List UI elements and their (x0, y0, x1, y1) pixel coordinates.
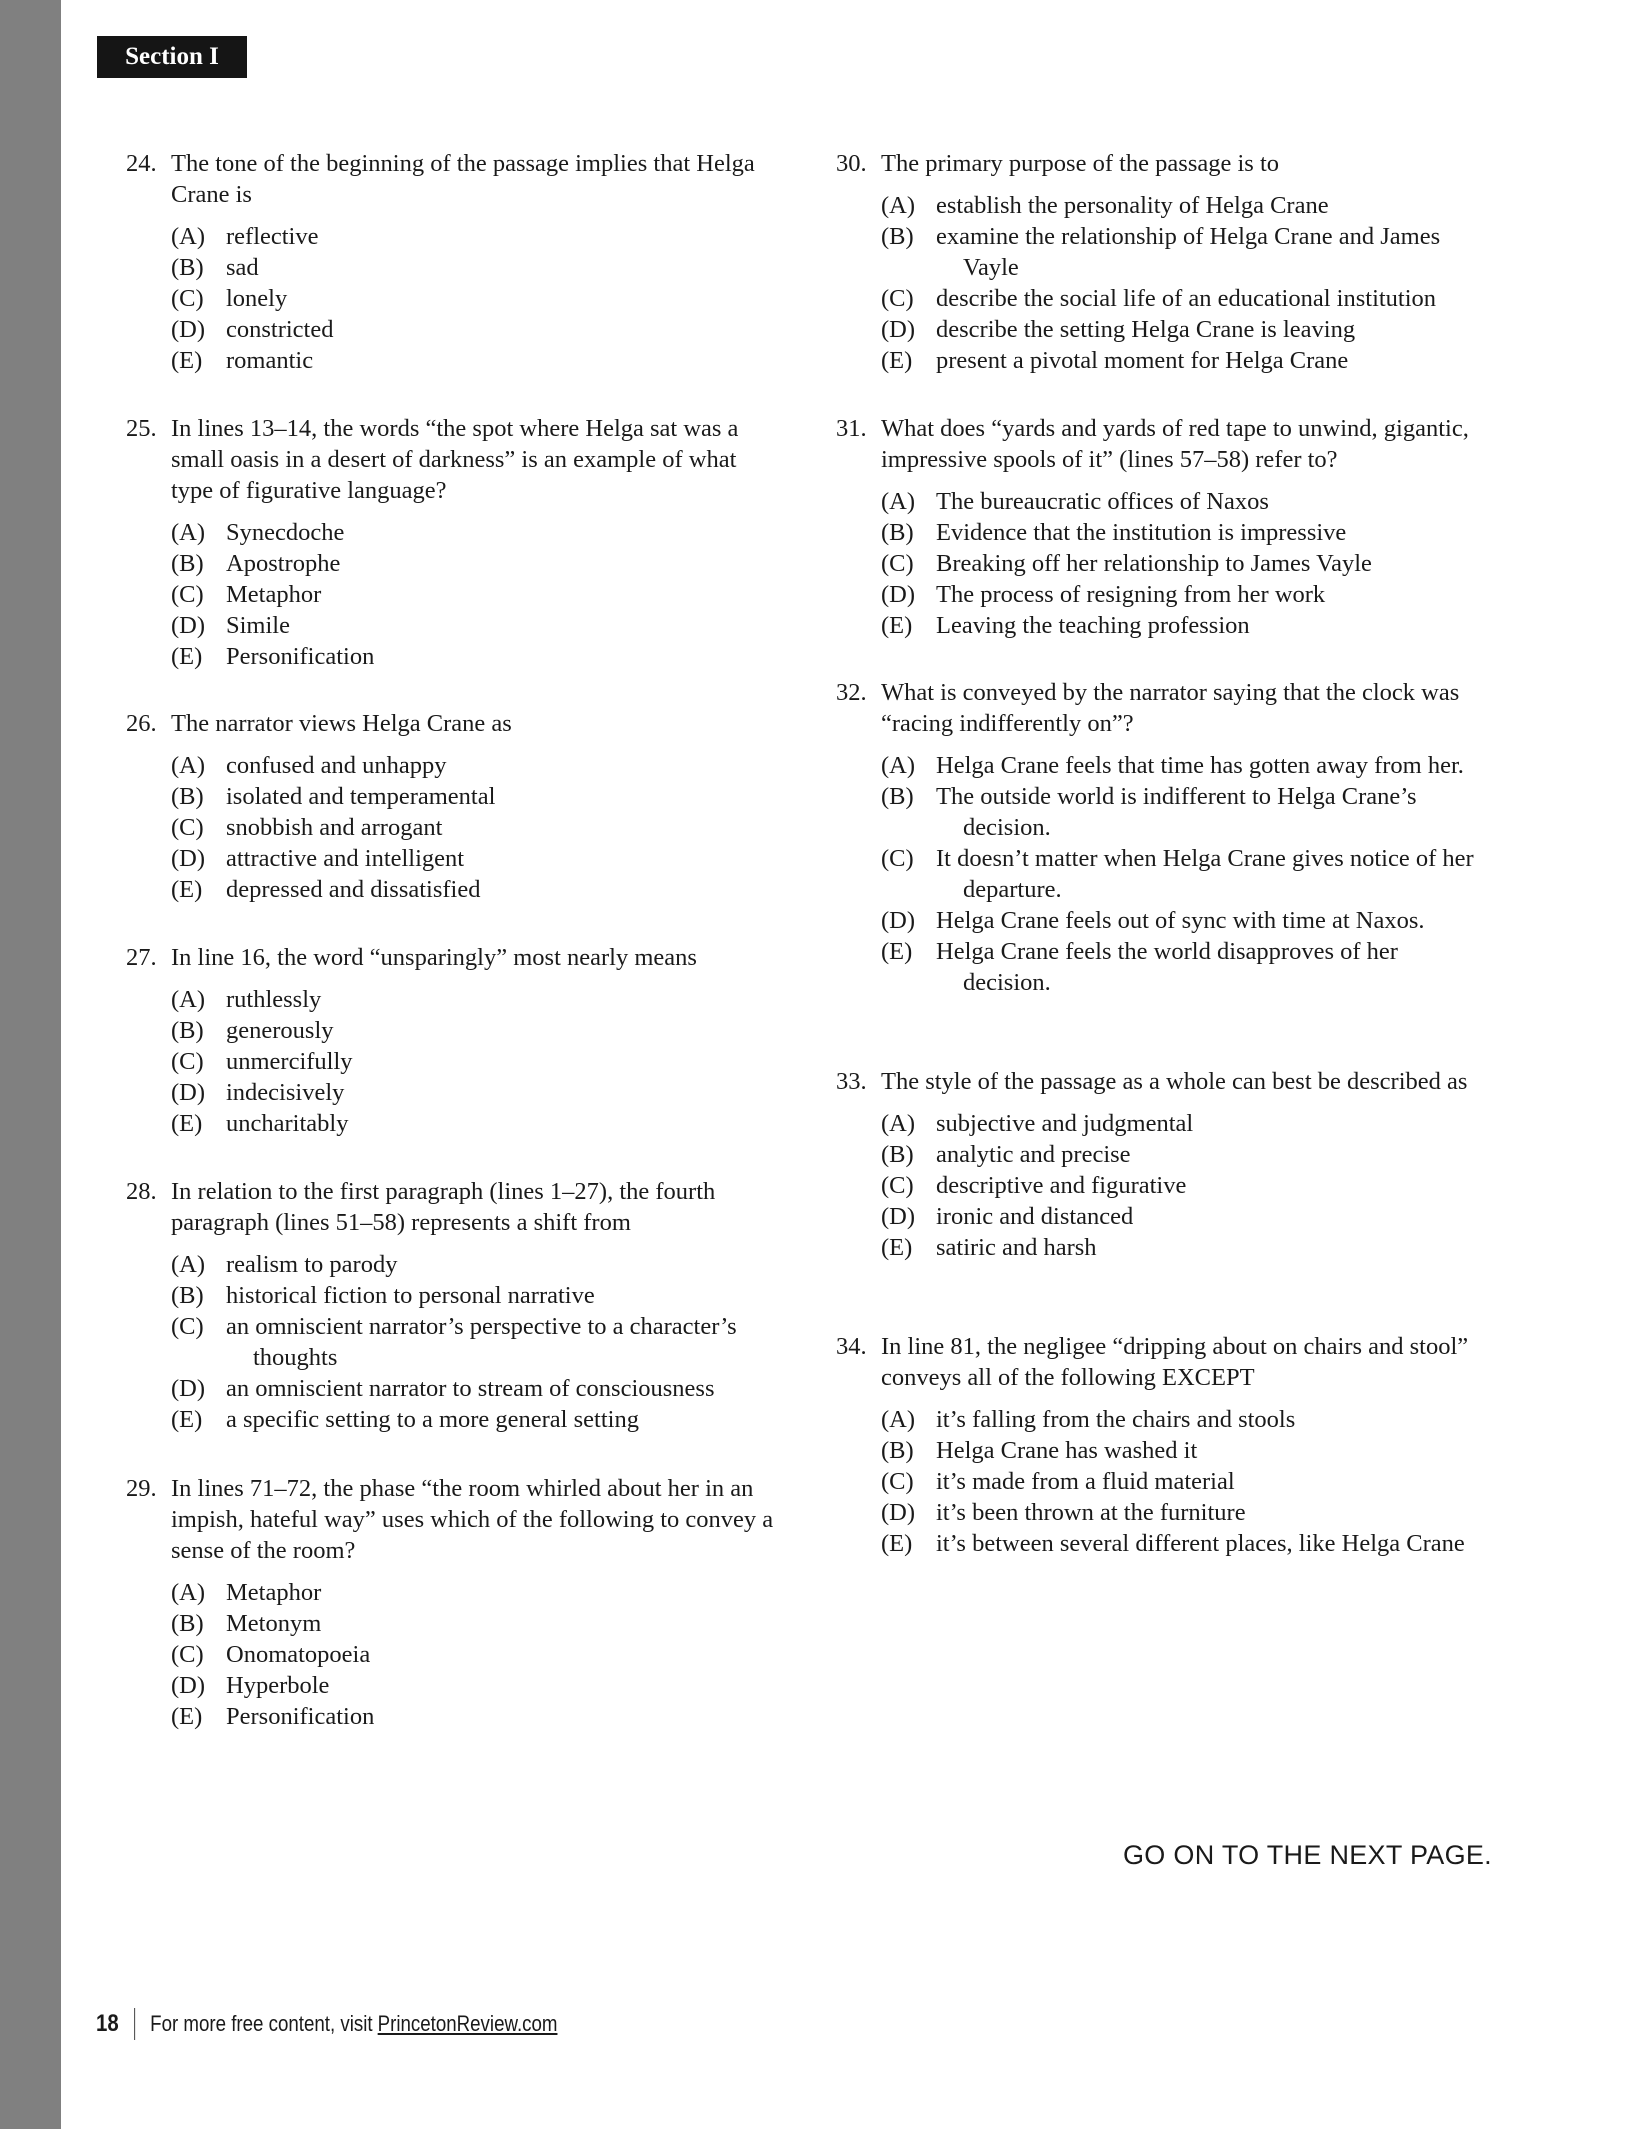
answer-options (171, 750, 776, 905)
question-stem (836, 1331, 1476, 1393)
option-text: uncharitably (226, 1110, 349, 1137)
option-letter: (B) (881, 1141, 914, 1168)
answer-option[interactable] (881, 781, 1476, 843)
page-number: 18 (96, 2010, 119, 2037)
option-text: Helga Crane feels the world disapproves of her decision. (936, 938, 1398, 996)
option-letter: (B) (171, 254, 204, 281)
option-letter: (B) (171, 1017, 204, 1044)
question-stem (836, 677, 1476, 739)
option-letter: (E) (171, 876, 203, 903)
option-letter: (A) (171, 752, 206, 779)
answer-option[interactable] (171, 1046, 776, 1077)
option-text: reflective (226, 223, 319, 250)
option-text: an omniscient narrator’s perspective to a character’s thoughts (226, 1313, 737, 1371)
option-text: It doesn’t matter when Helga Crane gives notice of her departure. (936, 845, 1474, 903)
option-text: Metaphor (226, 1579, 322, 1606)
question-stem (126, 942, 776, 973)
option-letter: (C) (881, 285, 914, 312)
answer-option[interactable] (881, 1404, 1476, 1435)
answer-option[interactable] (881, 345, 1476, 376)
question-29 (126, 1473, 776, 1732)
option-text: Onomatopoeia (226, 1641, 371, 1668)
option-letter: (D) (171, 1375, 206, 1402)
option-letter: (C) (171, 1313, 204, 1340)
option-text: satiric and harsh (936, 1234, 1097, 1261)
answer-option[interactable] (171, 781, 776, 812)
option-letter: (D) (881, 316, 916, 343)
answer-option[interactable] (171, 1404, 776, 1435)
answer-option[interactable] (171, 750, 776, 781)
option-letter: (A) (171, 1251, 206, 1278)
answer-option[interactable] (171, 252, 776, 283)
question-number: 33. (836, 1068, 867, 1095)
option-text: Simile (226, 612, 290, 639)
option-text: Personification (226, 1703, 375, 1730)
question-number: 28. (126, 1178, 157, 1205)
answer-option[interactable] (171, 610, 776, 641)
answer-option[interactable] (171, 283, 776, 314)
option-text: Helga Crane feels that time has gotten away from her. (936, 752, 1464, 779)
question-text: In line 81, the negligee “dripping about on chairs and stool” conveys all of the following EXCEPT (881, 1333, 1469, 1391)
option-letter: (B) (881, 223, 914, 250)
option-letter: (C) (171, 285, 204, 312)
option-text: sad (226, 254, 259, 281)
question-32 (836, 677, 1476, 998)
answer-option[interactable] (881, 1528, 1476, 1559)
answer-option[interactable] (881, 610, 1476, 641)
option-letter: (D) (171, 1079, 206, 1106)
answer-option[interactable] (171, 1608, 776, 1639)
question-text: In line 16, the word “unsparingly” most nearly means (171, 944, 697, 971)
option-letter: (C) (881, 845, 914, 872)
answer-option[interactable] (171, 314, 776, 345)
option-letter: (E) (171, 1406, 203, 1433)
option-letter: (C) (881, 550, 914, 577)
question-number: 34. (836, 1333, 867, 1360)
option-text: establish the personality of Helga Crane (936, 192, 1329, 219)
option-text: Synecdoche (226, 519, 345, 546)
option-letter: (E) (881, 612, 913, 639)
answer-option[interactable] (881, 750, 1476, 781)
footer-divider (134, 2008, 135, 2040)
answer-options (171, 221, 776, 376)
question-number: 27. (126, 944, 157, 971)
option-letter: (B) (171, 1610, 204, 1637)
option-text: The process of resigning from her work (936, 581, 1326, 608)
option-text: it’s between several different places, like Helga Crane (936, 1530, 1465, 1557)
question-stem (126, 708, 776, 739)
option-letter: (A) (881, 1406, 916, 1433)
answer-options (881, 190, 1476, 376)
answer-option[interactable] (881, 1232, 1476, 1263)
option-text: it’s been thrown at the furniture (936, 1499, 1246, 1526)
option-text: describe the social life of an educational institution (936, 285, 1437, 312)
question-30 (836, 148, 1476, 376)
answer-option[interactable] (171, 1311, 776, 1373)
option-letter: (A) (171, 986, 206, 1013)
answer-option[interactable] (171, 1077, 776, 1108)
option-letter: (D) (881, 1203, 916, 1230)
question-text: What is conveyed by the narrator saying that the clock was “racing indifferently on”? (881, 679, 1460, 737)
option-letter: (E) (171, 1110, 203, 1137)
section-label: Section I (97, 36, 247, 78)
question-33 (836, 1066, 1476, 1263)
question-stem (126, 413, 776, 506)
option-letter: (A) (881, 192, 916, 219)
option-letter: (B) (881, 1437, 914, 1464)
answer-option[interactable] (881, 283, 1476, 314)
answer-options (171, 984, 776, 1139)
question-text: The tone of the beginning of the passage implies that Helga Crane is (171, 150, 755, 208)
option-letter: (A) (171, 1579, 206, 1606)
question-stem (836, 148, 1476, 179)
answer-option[interactable] (171, 221, 776, 252)
option-text: Leaving the teaching profession (936, 612, 1250, 639)
answer-option[interactable] (881, 905, 1476, 936)
answer-options (881, 750, 1476, 998)
option-text: depressed and dissatisfied (226, 876, 481, 903)
answer-option[interactable] (171, 843, 776, 874)
option-text: Evidence that the institution is impressive (936, 519, 1347, 546)
answer-options (881, 486, 1476, 641)
option-letter: (A) (171, 223, 206, 250)
question-stem (126, 148, 776, 210)
answer-option[interactable] (171, 641, 776, 672)
option-letter: (A) (171, 519, 206, 546)
question-number: 26. (126, 710, 157, 737)
answer-option[interactable] (171, 812, 776, 843)
option-text: Personification (226, 643, 375, 670)
princeton-review-link[interactable]: PrincetonReview.com (377, 2011, 558, 2036)
option-text: ironic and distanced (936, 1203, 1134, 1230)
question-stem (126, 1473, 776, 1566)
option-letter: (C) (171, 1641, 204, 1668)
answer-option[interactable] (881, 1201, 1476, 1232)
answer-option[interactable] (881, 843, 1476, 905)
option-text: ruthlessly (226, 986, 322, 1013)
option-text: Metonym (226, 1610, 322, 1637)
question-text: The narrator views Helga Crane as (171, 710, 512, 737)
question-number: 30. (836, 150, 867, 177)
option-text: indecisively (226, 1079, 345, 1106)
option-text: The bureaucratic offices of Naxos (936, 488, 1269, 515)
option-text: historical fiction to personal narrative (226, 1282, 595, 1309)
question-25 (126, 413, 776, 672)
answer-option[interactable] (171, 1701, 776, 1732)
option-letter: (D) (171, 316, 206, 343)
question-27 (126, 942, 776, 1139)
option-text: present a pivotal moment for Helga Crane (936, 347, 1349, 374)
question-number: 29. (126, 1475, 157, 1502)
go-on-notice: GO ON TO THE NEXT PAGE. (1123, 1840, 1492, 1870)
question-number: 32. (836, 679, 867, 706)
option-text: generously (226, 1017, 334, 1044)
answer-option[interactable] (171, 874, 776, 905)
answer-option[interactable] (881, 190, 1476, 221)
option-text: isolated and temperamental (226, 783, 496, 810)
option-letter: (E) (171, 1703, 203, 1730)
option-letter: (A) (881, 488, 916, 515)
option-text: an omniscient narrator to stream of consciousness (226, 1375, 715, 1402)
option-letter: (B) (881, 519, 914, 546)
option-text: it’s falling from the chairs and stools (936, 1406, 1296, 1433)
question-number: 24. (126, 150, 157, 177)
answer-option[interactable] (171, 517, 776, 548)
answer-option[interactable] (881, 579, 1476, 610)
answer-option[interactable] (171, 1373, 776, 1404)
option-letter: (C) (171, 814, 204, 841)
question-stem (836, 413, 1476, 475)
option-letter: (D) (171, 845, 206, 872)
answer-option[interactable] (171, 1670, 776, 1701)
option-text: romantic (226, 347, 314, 374)
answer-option[interactable] (881, 1497, 1476, 1528)
option-text: The outside world is indifferent to Helga Crane’s decision. (936, 783, 1417, 841)
question-text: What does “yards and yards of red tape to unwind, gigantic, impressive spools of it” (lines 57–58) refer to? (881, 415, 1469, 473)
question-text: The style of the passage as a whole can best be described as (881, 1068, 1468, 1095)
answer-option[interactable] (171, 1108, 776, 1139)
option-letter: (E) (881, 938, 913, 965)
option-text: lonely (226, 285, 288, 312)
answer-option[interactable] (881, 314, 1476, 345)
option-text: analytic and precise (936, 1141, 1131, 1168)
question-stem (126, 1176, 776, 1238)
answer-options (171, 1249, 776, 1435)
option-text: constricted (226, 316, 334, 343)
question-text: The primary purpose of the passage is to (881, 150, 1280, 177)
question-text: In lines 71–72, the phase “the room whirled about her in an impish, hateful way” uses which of the following to convey a sense of the room? (171, 1475, 774, 1564)
answer-option[interactable] (171, 984, 776, 1015)
option-text: Metaphor (226, 581, 322, 608)
question-text: In relation to the first paragraph (lines 1–27), the fourth paragraph (lines 51–58) represents a shift from (171, 1178, 716, 1236)
option-letter: (C) (171, 1048, 204, 1075)
option-text: Helga Crane has washed it (936, 1437, 1198, 1464)
option-letter: (D) (171, 1672, 206, 1699)
option-letter: (D) (881, 907, 916, 934)
answer-option[interactable] (171, 1249, 776, 1280)
option-text: descriptive and figurative (936, 1172, 1187, 1199)
answer-option[interactable] (881, 517, 1476, 548)
side-bar (0, 0, 61, 2129)
option-letter: (A) (881, 1110, 916, 1137)
question-number: 25. (126, 415, 157, 442)
answer-options (171, 517, 776, 672)
option-letter: (E) (171, 347, 203, 374)
question-stem (836, 1066, 1476, 1097)
option-text: examine the relationship of Helga Crane and James Vayle (936, 223, 1441, 281)
question-34 (836, 1331, 1476, 1559)
option-letter: (E) (881, 1530, 913, 1557)
answer-option[interactable] (171, 548, 776, 579)
question-number: 31. (836, 415, 867, 442)
footer (96, 2008, 557, 2040)
option-letter: (B) (881, 783, 914, 810)
option-letter: (D) (881, 581, 916, 608)
option-letter: (E) (171, 643, 203, 670)
option-letter: (C) (171, 581, 204, 608)
option-text: a specific setting to a more general setting (226, 1406, 639, 1433)
option-letter: (B) (171, 783, 204, 810)
option-text: Apostrophe (226, 550, 341, 577)
answer-option[interactable] (881, 1139, 1476, 1170)
option-letter: (D) (881, 1499, 916, 1526)
answer-option[interactable] (881, 1466, 1476, 1497)
answer-option[interactable] (171, 345, 776, 376)
option-text: Helga Crane feels out of sync with time at Naxos. (936, 907, 1425, 934)
answer-option[interactable] (171, 1015, 776, 1046)
option-letter: (A) (881, 752, 916, 779)
option-text: Breaking off her relationship to James Vayle (936, 550, 1372, 577)
answer-options (881, 1404, 1476, 1559)
answer-option[interactable] (171, 1280, 776, 1311)
option-text: attractive and intelligent (226, 845, 465, 872)
option-text: describe the setting Helga Crane is leaving (936, 316, 1356, 343)
option-text: snobbish and arrogant (226, 814, 443, 841)
option-text: subjective and judgmental (936, 1110, 1194, 1137)
option-text: confused and unhappy (226, 752, 447, 779)
option-letter: (C) (881, 1468, 914, 1495)
option-letter: (D) (171, 612, 206, 639)
question-31 (836, 413, 1476, 641)
option-letter: (E) (881, 347, 913, 374)
question-28 (126, 1176, 776, 1435)
option-text: unmercifully (226, 1048, 353, 1075)
option-letter: (B) (171, 1282, 204, 1309)
footer-text: For more free content, visit (150, 2011, 373, 2036)
option-letter: (B) (171, 550, 204, 577)
answer-option[interactable] (881, 936, 1476, 998)
question-text: In lines 13–14, the words “the spot where Helga sat was a small oasis in a desert of darkness” is an example of what type of figurative language? (171, 415, 739, 504)
answer-option[interactable] (171, 1639, 776, 1670)
answer-options (881, 1108, 1476, 1263)
option-letter: (C) (881, 1172, 914, 1199)
question-26 (126, 708, 776, 905)
answer-option[interactable] (881, 1170, 1476, 1201)
answer-option[interactable] (881, 548, 1476, 579)
answer-option[interactable] (881, 1435, 1476, 1466)
option-letter: (E) (881, 1234, 913, 1261)
answer-option[interactable] (171, 1577, 776, 1608)
answer-option[interactable] (881, 1108, 1476, 1139)
answer-options (171, 1577, 776, 1732)
answer-option[interactable] (881, 486, 1476, 517)
option-text: it’s made from a fluid material (936, 1468, 1235, 1495)
question-24 (126, 148, 776, 376)
answer-option[interactable] (171, 579, 776, 610)
option-text: Hyperbole (226, 1672, 330, 1699)
answer-option[interactable] (881, 221, 1476, 283)
option-text: realism to parody (226, 1251, 398, 1278)
